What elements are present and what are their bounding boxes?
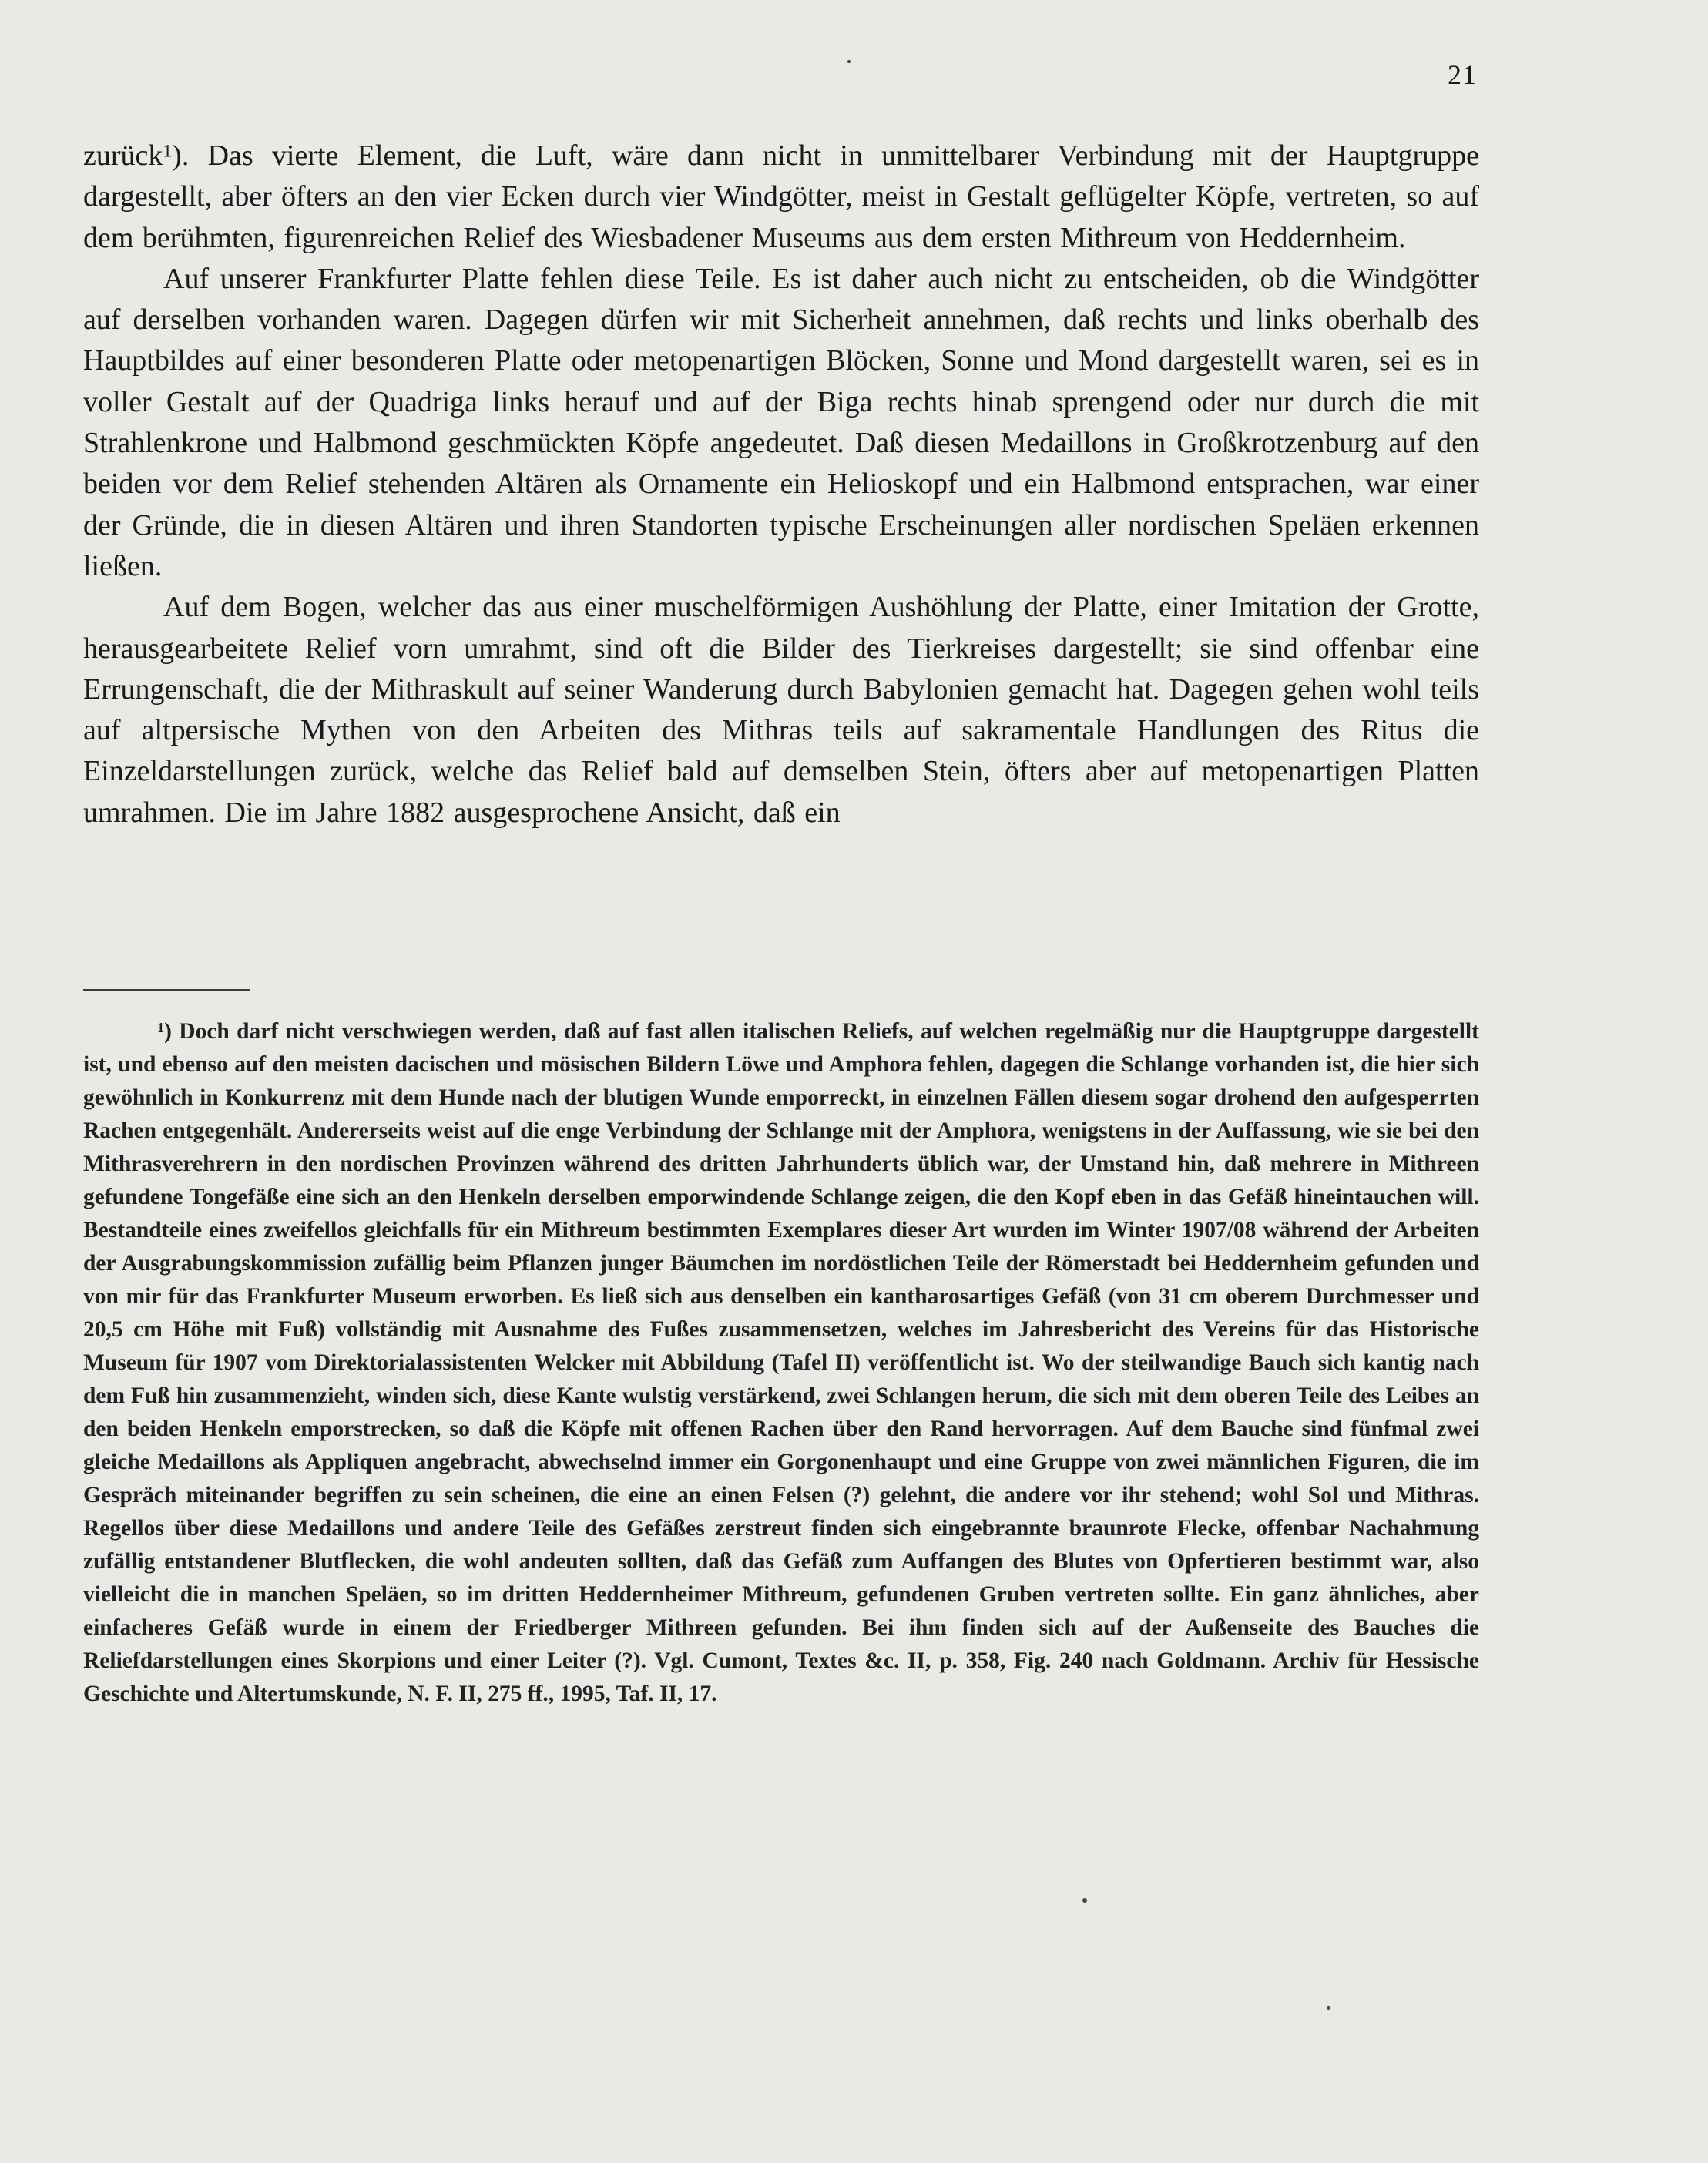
paragraph-1-start: zurück <box>83 139 163 172</box>
scan-speck <box>847 60 851 63</box>
footnote-body: ) Doch darf nicht verschwiegen werden, daß auf fast allen italischen Reliefs, auf welchen regelmäßig nur die Hauptgruppe dargestellt ist, und ebenso auf den meisten dacischen und mösischen Bildern Löwe und Amphora fehlen, dagegen die Schlange vorhanden ist, die hier sich gewöhnlich in Konkurrenz mit dem Hunde nach der blutigen Wunde emporreckt, in einzelnen Fällen diesem sogar drohend den aufgesperrten Rachen entgegenhält. Andererseits weist auf die enge Verbindung der Schlange mit der Amphora, wenigstens in der Auffassung, wie sie bei den Mithrasverehrern in den nordischen Provinzen während des dritten Jahrhunderts üblich war, der Umstand hin, daß mehrere in Mithreen gefundene Tongefäße eine sich an den Henkeln derselben emporwindende Schlange zeigen, die den Kopf eben in das Gefäß hineintauchen will. Bestandteile eines zweifellos gleichfalls für ein Mithreum bestimmten Exemplares dieser Art wurden im Winter 1907/08 während der Arbeiten der Ausgrabungskommission zufällig beim Pflanzen junger Bäumchen im nordöstlichen Teile der Römerstadt bei Heddernheim gefunden und von mir für das Frankfurter Museum erworben. Es ließ sich aus denselben ein kantharosartiges Gefäß (von 31 cm oberem Durchmesser und 20,5 cm Höhe mit Fuß) vollständig mit Ausnahme des Fußes zusammensetzen, welches im Jahresbericht des Vereins für das Historische Museum für 1907 vom Direktorialassistenten Welcker mit Abbildung (Tafel II) veröffentlicht ist. Wo der steilwandige Bauch sich kantig nach dem Fuß hin zusammenzieht, winden sich, diese Kante wulstig verstärkend, zwei Schlangen herum, die sich mit dem oberen Teile des Leibes an den beiden Henkeln emporstrecken, so daß die Köpfe mit offenen Rachen über den Rand hervorragen. Auf dem Bauche sind fünfmal zwei gleiche Medaillons als Appliquen angebracht, abwechselnd immer ein Gorgonenhaupt und eine Gruppe von zwei männlichen Figuren, die im Gespräch miteinander begriffen zu sein scheinen, die eine an einen Felsen (?) gelehnt, die andere vor ihr stehend; wohl Sol und Mithras. Regellos über diese Medaillons und andere Teile des Gefäßes zerstreut finden sich eingebrannte braunrote Flecke, offenbar Nachahmung zufällig entstandener Blutflecken, die wohl andeuten sollten, daß das Gefäß zum Auffangen des Blutes von Opfertieren bestimmt war, also vielleicht die in manchen Speläen, so im dritten Heddernheimer Mithreum, gefundenen Gruben vertreten sollte. Ein ganz ähnliches, aber einfacheres Gefäß wurde in einem der Friedberger Mithreen gefunden. Bei ihm finden sich auf der Außenseite des Bauches die Reliefdarstellungen eines Skorpions und einer Leiter (?). Vgl. Cumont, Textes &c. II, p. 358, Fig. 240 nach Goldmann. Archiv für Hessische Geschichte und Altertumskunde, N. F. II, 275 ff., 1995, Taf. II, 17. <box>83 1019 1479 1706</box>
footnote-text <box>83 1015 1479 1711</box>
paragraph-1-rest: ). Das vierte Element, die Luft, wäre dann nicht in unmittelbarer Verbindung mit der Hauptgruppe dargestellt, aber öfters an den vier Ecken durch vier Windgötter, meist in Gestalt geflügelter Köpfe, vertreten, so auf dem berühmten, figurenreichen Relief des Wiesbadener Museums aus dem ersten Mithreum von Heddernheim. <box>83 139 1479 254</box>
footnote <box>83 1015 1479 1711</box>
footnote-marker: 1 <box>157 1019 165 1035</box>
page-number: 21 <box>1448 59 1477 90</box>
scan-speck <box>1327 2006 1330 2010</box>
footnote-divider <box>83 989 250 991</box>
paragraph-3: Auf dem Bogen, welcher das aus einer muschelförmigen Aushöhlung der Platte, einer Imitation der Grotte, herausgearbeitete Relief vorn umrahmt, sind oft die Bilder des Tierkreises dargestellt; sie sind offenbar eine Errungenschaft, die der Mithraskult auf seiner Wanderung durch Babylonien gemacht hat. Dagegen gehen wohl teils auf altpersische Mythen von den Arbeiten des Mithras teils auf sakramentale Handlungen des Ritus die Einzeldarstellungen zurück, welche das Relief bald auf demselben Stein, öfters aber auf metopenartigen Platten umrahmen. Die im Jahre 1882 ausgesprochene Ansicht, daß ein <box>83 591 1479 829</box>
footnote-reference: 1 <box>163 141 173 162</box>
scan-speck <box>1082 1898 1087 1903</box>
paragraph-2: Auf unserer Frankfurter Platte fehlen diese Teile. Es ist daher auch nicht zu entscheiden, ob die Windgötter auf derselben vorhanden waren. Dagegen dürfen wir mit Sicherheit annehmen, daß rechts und links oberhalb des Hauptbildes auf einer besonderen Platte oder metopenartigen Blöcken, Sonne und Mond dargestellt waren, sei es in voller Gestalt auf der Quadriga links herauf und auf der Biga rechts hinab sprengend oder nur durch die mit Strahlenkrone und Halbmond geschmückten Köpfe angedeutet. Daß diesen Medaillons in Großkrotzenburg auf den beiden vor dem Relief stehenden Altären als Ornamente ein Helioskopf und ein Halbmond entsprachen, war einer der Gründe, die in diesen Altären und ihren Standorten typische Erscheinungen aller nordischen Speläen erkennen ließen. <box>83 262 1479 582</box>
paragraph-1 <box>83 136 1479 259</box>
main-text <box>83 136 1479 833</box>
